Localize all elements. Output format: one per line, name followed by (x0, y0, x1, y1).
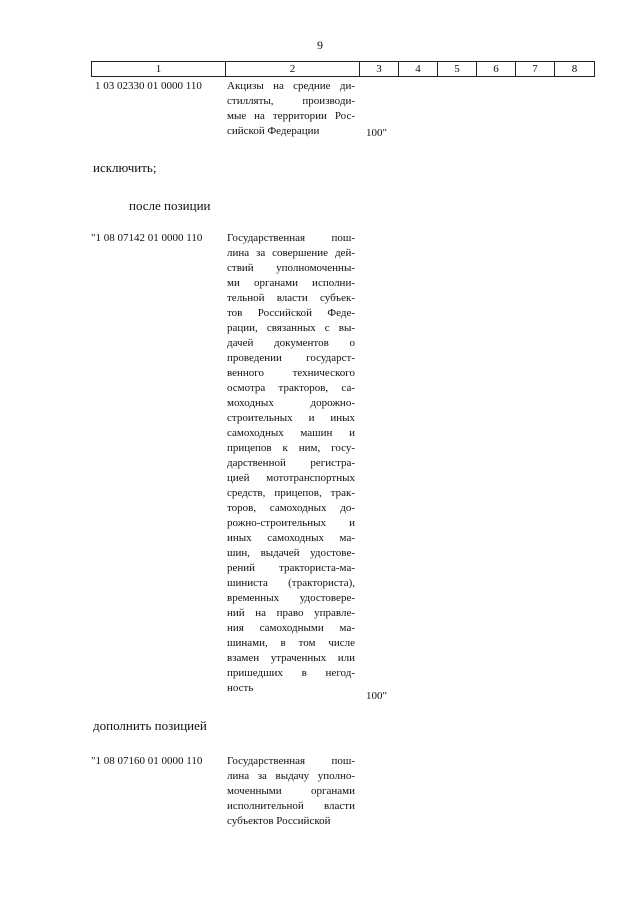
description-line: Акцизы на средние ди- (227, 80, 355, 92)
column-header-table (91, 61, 595, 77)
column-number: 1 (92, 62, 226, 77)
description-line: взамен утраченных или (227, 652, 355, 664)
description-line: цией мототранспортных (227, 472, 355, 484)
description-line: средств, прицепов, трак- (227, 487, 355, 499)
column-number: 7 (516, 62, 555, 77)
column-number: 6 (477, 62, 516, 77)
budget-code: "1 08 07160 01 0000 110 (91, 755, 203, 767)
description-line: шинами, в том числе (227, 637, 355, 649)
description-line: субъектов Российской (227, 815, 331, 827)
description-line: строительных и иных (227, 412, 355, 424)
description-line: Государственная пош- (227, 232, 355, 244)
entry-value: 100" (366, 690, 387, 702)
entry-value: 100" (366, 127, 387, 139)
budget-code: 1 03 02330 01 0000 110 (95, 80, 202, 92)
description-line: шин, выдачей удостове- (227, 547, 355, 559)
entry-description (227, 231, 355, 696)
entry-description (227, 754, 355, 829)
description-line: ния самоходными ма- (227, 622, 355, 634)
column-number: 8 (555, 62, 595, 77)
description-line: тов Российской Феде- (227, 307, 355, 319)
description-line: лина за выдачу уполно- (227, 770, 355, 782)
description-line: ствий уполномоченны- (227, 262, 355, 274)
instruction-add-position: дополнить позицией (93, 718, 207, 733)
column-number: 5 (438, 62, 477, 77)
description-line: моченными органами (227, 785, 355, 797)
description-line: временных удостовере- (227, 592, 355, 604)
description-line: сийской Федерации (227, 125, 320, 137)
column-number: 3 (360, 62, 399, 77)
description-line: моходных дорожно- (227, 397, 355, 409)
description-line: стилляты, производи- (227, 95, 355, 107)
description-line: дачей документов о (227, 337, 355, 349)
description-line: исполнительной власти (227, 800, 355, 812)
description-line: торов, самоходных до- (227, 502, 355, 514)
column-number: 4 (399, 62, 438, 77)
entry-description (227, 79, 355, 139)
budget-code: "1 08 07142 01 0000 110 (91, 232, 203, 244)
description-line: самоходных машин и (227, 427, 355, 439)
description-line: тельной власти субъек- (227, 292, 355, 304)
page-number: 9 (317, 38, 323, 52)
description-line: Государственная пош- (227, 755, 355, 767)
description-line: рений тракториста-ма- (227, 562, 355, 574)
description-line: мые на территории Рос- (227, 110, 355, 122)
description-line: рожно-строительных и (227, 517, 355, 529)
description-line: ми органами исполни- (227, 277, 355, 289)
description-line: проведении государст- (227, 352, 355, 364)
description-line: осмотра тракторов, са- (227, 382, 355, 394)
header-row (92, 62, 595, 77)
description-line: иных самоходных ма- (227, 532, 355, 544)
description-line: ний на право управле- (227, 607, 355, 619)
description-line: венного технического (227, 367, 355, 379)
description-line: рации, связанных с вы- (227, 322, 355, 334)
description-line: пришедших в негод- (227, 667, 355, 679)
column-number: 2 (226, 62, 360, 77)
description-line: прицепов к ним, госу- (227, 442, 355, 454)
description-line: шиниста (тракториста), (227, 577, 355, 589)
description-line: дарственной регистра- (227, 457, 355, 469)
description-line: лина за совершение дей- (227, 247, 355, 259)
description-line: ность (227, 682, 254, 694)
instruction-exclude: исключить; (93, 160, 157, 175)
instruction-after-position: после позиции (129, 198, 211, 213)
